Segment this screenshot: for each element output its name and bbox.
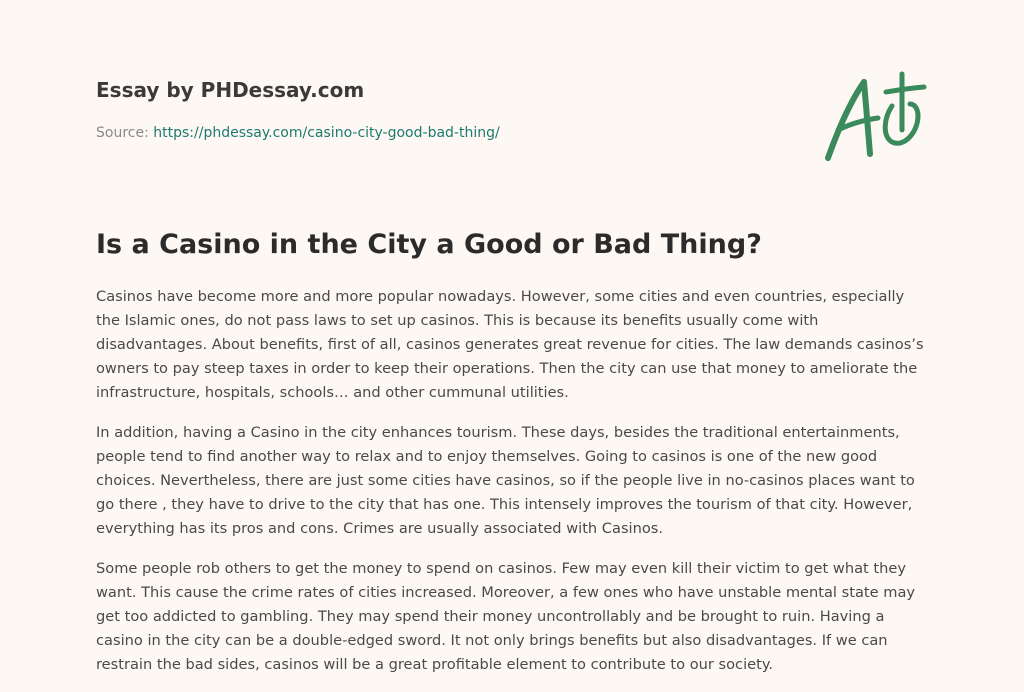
site-title: Essay by PHDessay.com	[96, 78, 365, 102]
essay-paragraph: Some people rob others to get the money to spend on casinos. Few may even kill their victim to get what they want. This cause the crime rates of cities increased. Moreover, a few ones who have unstable mental state may get too addicted to gambling. They may spend their money uncontrollably and be brought to ruin. Having a casino in the city can be a double-edged sword. It not only brings benefits but also disadvantages. If we can restrain the bad sides, casinos will be a great profitable element to contribute to our society.	[96, 560, 916, 673]
essay-title: Is a Casino in the City a Good or Bad Thing?	[96, 229, 762, 260]
essay-body	[96, 285, 932, 692]
source-line	[96, 123, 796, 143]
source-link[interactable]: https://phdessay.com/casino-city-good-bad-thing/	[153, 125, 500, 141]
source-label: Source:	[96, 125, 154, 141]
a-plus-logo-icon	[820, 66, 932, 166]
essay-paragraph: In addition, having a Casino in the city enhances tourism. These days, besides the traditional entertainments, people tend to find another way to relax and to enjoy themselves. Going to casinos is one of the new good choices. Nevertheless, there are just some cities have casinos, so if the people live in no-casinos places want to go there , they have to drive to the city that has one. This intensely improves the tourism of that city. However, everything has its pros and cons. Crimes are usually associated with Casinos.	[96, 424, 915, 537]
page-header	[96, 76, 796, 143]
essay-paragraph: Casinos have become more and more popular nowadays. However, some cities and even countries, especially the Islamic ones, do not pass laws to set up casinos. This is because its benefits usually come with disadvantages. About benefits, first of all, casinos generates great revenue for cities. The law demands casinos’s owners to pay steep taxes in order to keep their operations. Then the city can use that money to ameliorate the infrastructure, hospitals, schools… and other cummunal utilities.	[96, 288, 924, 401]
